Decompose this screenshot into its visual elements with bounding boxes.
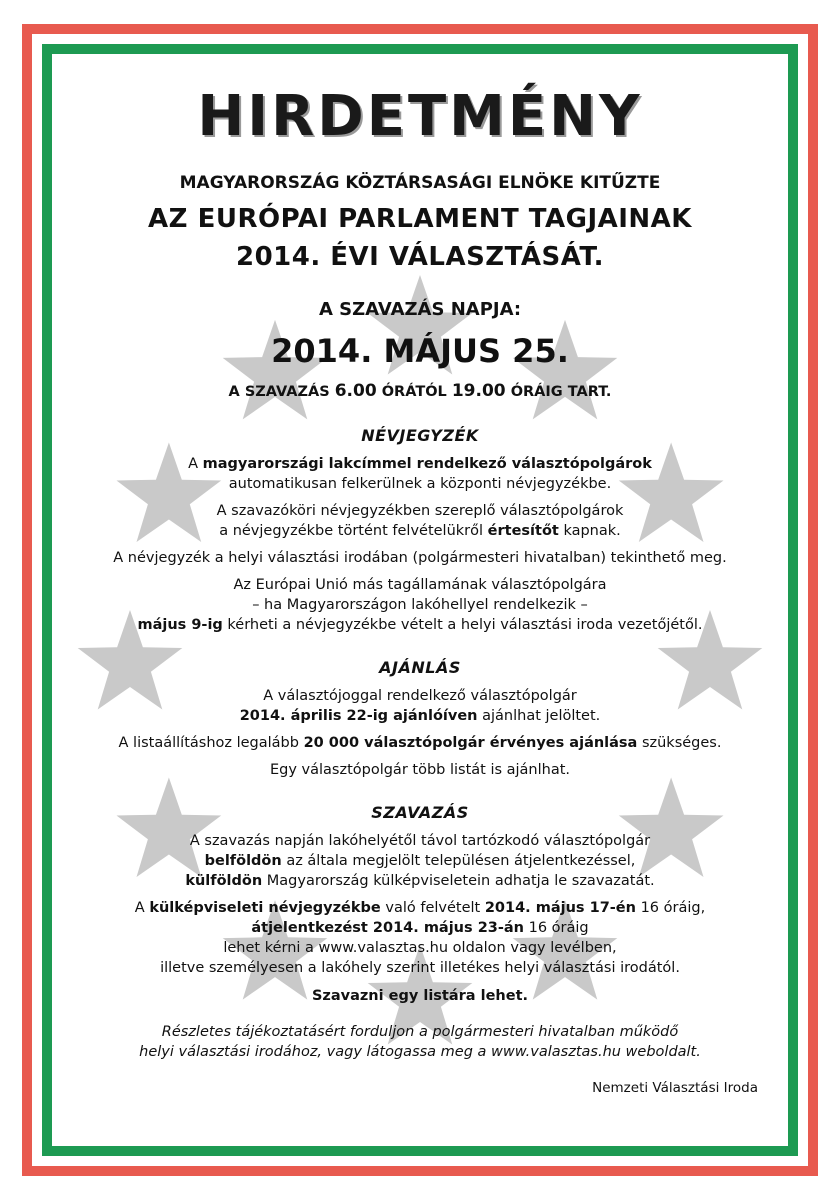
text-bold: értesítőt — [487, 523, 559, 539]
text: – ha Magyarországon lakóhellyel rendelkezik – — [252, 597, 588, 613]
vote-hours-middle: ÓRÁTÓL — [381, 384, 447, 400]
nevjegyzek-paragraph-3: A névjegyzék a helyi választási irodában (polgármesteri hivatalban) tekinthető meg. — [113, 550, 727, 566]
szavazas-paragraph-2 — [60, 898, 780, 978]
text-bold: magyarországi lakcímmel rendelkező választópolgárok — [202, 456, 652, 472]
subtitle-president: MAGYARORSZÁG KÖZTÁRSASÁGI ELNÖKE KITŰZTE — [179, 173, 661, 193]
page-title: HIRDETMÉNY — [197, 84, 643, 149]
text: A — [188, 456, 199, 472]
text: kapnak. — [563, 523, 621, 539]
text-bold: belföldön — [204, 853, 282, 869]
text-bold: átjelentkezést 2014. május 23-án — [251, 920, 524, 936]
vote-hours-start: 6.00 — [334, 381, 377, 401]
text: ajánlhat jelöltet. — [482, 708, 601, 724]
section-title-szavazas: SZAVAZÁS — [371, 803, 469, 822]
text: A — [134, 900, 145, 916]
signature: Nemzeti Választási Iroda — [592, 1080, 758, 1096]
vote-date: 2014. MÁJUS 25. — [271, 332, 569, 370]
text: 16 óráig, — [640, 900, 706, 916]
text: való felvételt — [385, 900, 481, 916]
ajanlas-paragraph-3: Egy választópolgár több listát is ajánlhat. — [269, 762, 571, 778]
text: A listaállításhoz legalább — [118, 735, 299, 751]
text-bold: május 9-ig — [137, 617, 223, 633]
ajanlas-paragraph-2 — [60, 733, 780, 753]
subtitle-election — [60, 200, 780, 276]
text: A szavazóköri névjegyzékben szereplő választópolgárok — [216, 503, 624, 519]
szavazas-final-statement: Szavazni egy listára lehet. — [311, 988, 529, 1004]
vote-hours-suffix: ÓRÁIG TART. — [510, 384, 612, 400]
info-note-line1: Részletes tájékoztatásért forduljon a polgármesteri hivatalban működő — [161, 1024, 679, 1040]
text: Az Európai Unió más tagállamának választópolgára — [233, 577, 607, 593]
text-bold: 2014. május 17-én — [484, 900, 636, 916]
nevjegyzek-paragraph-2 — [60, 501, 780, 541]
nevjegyzek-paragraph-4 — [60, 575, 780, 635]
vote-hours-prefix: A SZAVAZÁS — [228, 384, 330, 400]
info-note-line2: helyi választási irodához, vagy látogassa meg a www.valasztas.hu weboldalt. — [139, 1044, 701, 1060]
ajanlas-paragraph-1 — [60, 686, 780, 726]
notice-content — [60, 80, 780, 1096]
szavazas-paragraph-1 — [60, 831, 780, 891]
text: kérheti a névjegyzékbe vételt a helyi választási iroda vezetőjétől. — [227, 617, 703, 633]
text: a névjegyzékbe történt felvételükről — [219, 523, 484, 539]
text: Magyarország külképviseletein adhatja le szavazatát. — [266, 873, 655, 889]
text-bold: 2014. április 22-ig ajánlóíven — [239, 708, 478, 724]
text: 16 óráig — [528, 920, 589, 936]
text: A szavazás napján lakóhelyétől távol tartózkodó választópolgár — [189, 833, 651, 849]
text: illetve személyesen a lakóhely szerint illetékes helyi választási irodától. — [160, 960, 680, 976]
section-title-ajanlas: AJÁNLÁS — [379, 658, 461, 677]
subtitle-election-line1: AZ EURÓPAI PARLAMENT TAGJAINAK — [148, 204, 692, 234]
vote-hours-end: 19.00 — [451, 381, 506, 401]
nevjegyzek-paragraph-1 — [60, 454, 780, 494]
section-title-nevjegyzek: NÉVJEGYZÉK — [361, 426, 479, 445]
text-bold: 20 000 választópolgár érvényes ajánlása — [303, 735, 638, 751]
text: A választójoggal rendelkező választópolgár — [263, 688, 577, 704]
vote-hours — [60, 380, 780, 403]
text: szükséges. — [641, 735, 722, 751]
text: lehet kérni a www.valasztas.hu oldalon vagy levélben, — [223, 940, 617, 956]
vote-day-label: A SZAVAZÁS NAPJA: — [318, 299, 522, 320]
text-bold: külföldön — [185, 873, 263, 889]
text-bold: külképviseleti névjegyzékbe — [149, 900, 381, 916]
text: az általa megjelölt településen átjelentkezéssel, — [286, 853, 636, 869]
subtitle-election-line2: 2014. ÉVI VÁLASZTÁSÁT. — [236, 242, 604, 272]
info-note — [60, 1022, 780, 1062]
text: automatikusan felkerülnek a központi névjegyzékbe. — [228, 476, 612, 492]
